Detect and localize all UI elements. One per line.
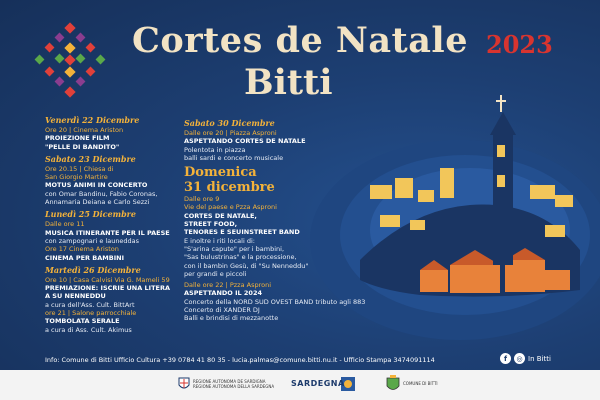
event-note: "S'arina capute" per i bambini, [184,244,285,253]
event-note: con zampognari e launeddas [45,236,140,245]
program-mid-column [184,118,414,323]
poster-subtitle: Bitti [244,62,333,103]
social-handle: In Bitti [528,354,551,363]
event-note: a cura di Ass. Cult. Akimus [45,325,132,334]
event-title: PREMIAZIONE: ISCRIE UNA LITERA [45,284,171,293]
event-note: Polentota in piazza [184,145,246,154]
event-meta: Dalle ore 9 [184,195,220,204]
event-note: Balli e brindisi di mezzanotte [184,314,279,323]
day-heading-large: Domenica [184,165,257,181]
event-meta: Ore 20 | Cinema Ariston [45,126,124,134]
event-title: ASPETTANDO CORTES DE NATALE [184,137,306,146]
event-title: CINEMA PER BAMBINI [45,253,124,262]
event-title: A SU NENNEDDU [45,292,106,301]
festival-logo-icon [30,20,110,100]
day-heading: Lunedì 25 Dicembre [45,209,136,220]
day-heading: Sabato 23 Dicembre [45,153,136,164]
event-meta: Ore 20.15 | Chiesa di [45,164,114,173]
program-left-column [45,115,195,334]
instagram-icon[interactable]: ◎ [514,353,525,364]
facebook-icon[interactable]: f [500,353,511,364]
day-heading: Venerdì 22 Dicembre [45,115,140,125]
event-note: balli sardi e concerto musicale [184,153,284,162]
regione-label: REGIONE AUTONOMA DE SARDIGNA [193,379,266,384]
event-note: Annamaria Deiana e Carlo Sezzi [45,198,150,207]
event-meta: Ore 10 | Casa Calvisi Via G. Mameli 59 [45,275,170,284]
event-meta: Dalle ore 11 [45,220,85,229]
event-note: con Omar Bandinu, Fabio Coronas, [45,189,158,198]
event-title: CORTES DE NATALE, [184,211,257,220]
event-title: ASPETTANDO IL 2024 [184,289,262,298]
event-title: PROIEZIONE FILM [45,134,110,143]
event-title: MUSICA ITINERANTE PER IL PAESE [45,228,170,237]
footer-info: Info: Comune di Bitti Ufficio Cultura +39 0784 41 80 35 - lucia.palmas@comune.bitti.nu.it - Ufficio Stampa 3474091114 [45,356,435,364]
event-note: "Sas bulustrinas" e la processione, [184,253,297,262]
event-note: con il bambin Gesù, di "Su Nenneddu" [184,261,309,270]
regione-label: REGIONE AUTONOMA DELLA SARDEGNA [193,384,275,389]
event-meta: Vie del paese e Pzza Asproni [184,203,277,212]
poster-title: Cortes de Natale [132,20,468,61]
event-note: a cura dell'Ass. Cult. BittArt [45,300,135,309]
event-meta: ore 21 | Salone parrocchiale [45,309,137,318]
event-title: STREET FOOD, [184,220,238,229]
day-heading-large: 31 dicembre [184,180,275,196]
day-heading: Sabato 30 Dicembre [184,118,275,128]
event-meta: San Giorgio Martire [45,173,108,182]
event-meta: Dalle ore 20 | Piazza Asproni [184,129,277,137]
event-note: Concerto della NORD SUD OVEST BAND tributo agli 883 [184,297,366,306]
event-meta: Ore 17 Cinema Ariston [45,245,119,254]
event-note: Concerto di XANDER DJ [184,306,260,315]
social-links [500,353,551,364]
event-title: "PELLE DI BANDITO" [45,142,120,151]
event-title: TENORES E SEUINSTREET BAND [184,228,300,237]
event-title: TOMBOLATA SERALE [45,317,120,326]
regione-crest-icon [178,377,190,391]
comune-label: COMUNE DI BITTI [403,381,438,386]
sardegna-logo: SARDEGNA [291,379,345,388]
event-meta: Dalle ore 22 | Pzza Asproni [184,281,272,290]
event-note: per grandi e piccoli [184,269,247,278]
day-heading: Martedì 26 Dicembre [45,264,141,275]
poster-year: 2023 [486,30,553,59]
comune-crest-icon [386,375,400,393]
event-note: E inoltre i riti locali di: [184,236,255,245]
event-title: MOTUS ANIMI IN CONCERTO [45,181,148,190]
